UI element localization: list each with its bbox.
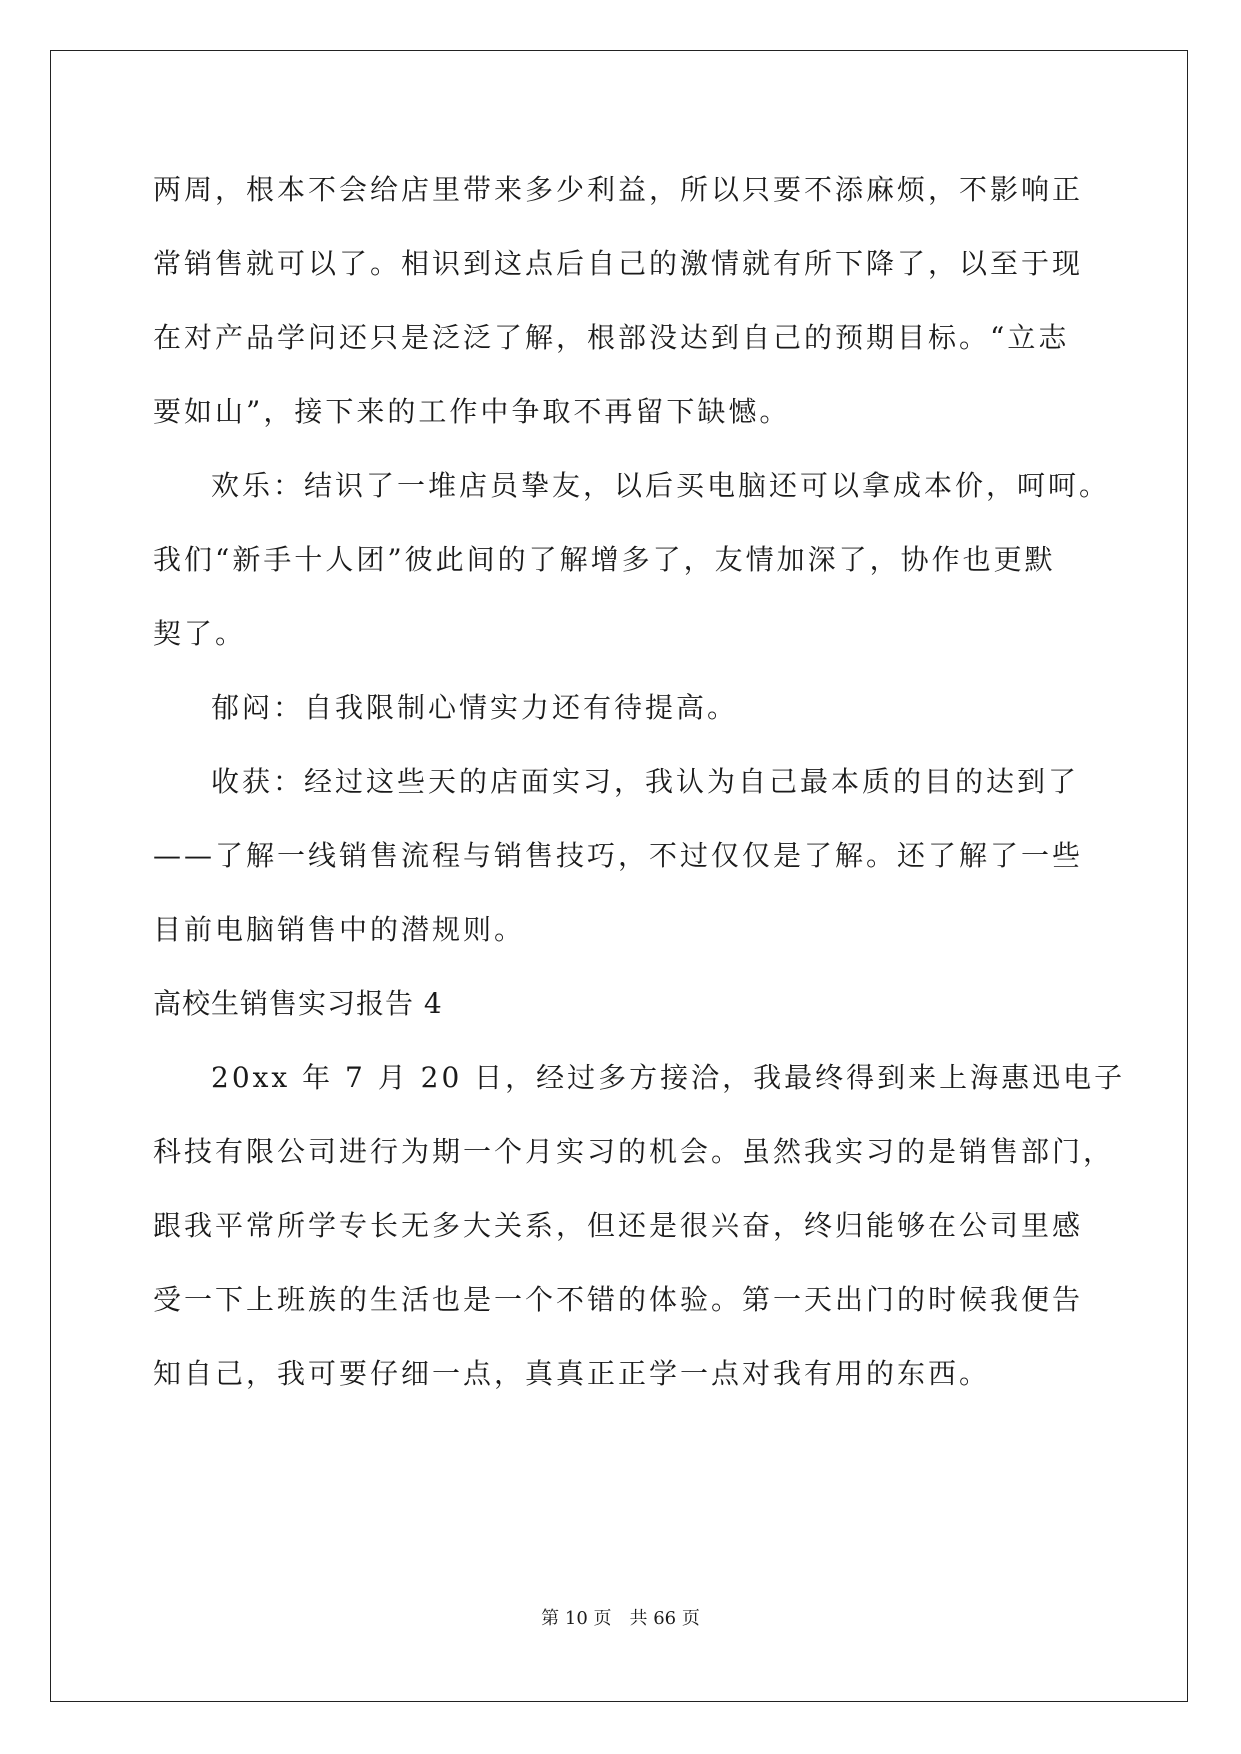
paragraph-line: 20xx 年 7 月 20 日，经过多方接洽，我最终得到来上海惠迅电子 (211, 1061, 1126, 1094)
paragraph-line: 我们“新手十人团”彼此间的了解增多了，友情加深了，协作也更默 (153, 543, 1056, 576)
paragraph-line: 郁闷：自我限制心情实力还有待提高。 (211, 691, 739, 724)
page-number: 第 10 页 (541, 1608, 612, 1629)
paragraph-line: 收获：经过这些天的店面实习，我认为自己最本质的目的达到了 (211, 765, 1080, 798)
paragraph-line: 欢乐：结识了一堆店员挚友，以后买电脑还可以拿成本价，呵呵。 (211, 469, 1111, 502)
paragraph-line: 科技有限公司进行为期一个月实习的机会。虽然我实习的是销售部门， (153, 1135, 1115, 1168)
paragraph-line: 两周，根本不会给店里带来多少利益，所以只要不添麻烦，不影响正 (153, 173, 1084, 206)
paragraph-line: 知自己，我可要仔细一点，真真正正学一点对我有用的东西。 (153, 1357, 991, 1390)
paragraph-line: 目前电脑销售中的潜规则。 (153, 913, 526, 946)
page-border (50, 50, 1188, 1702)
paragraph-line: 跟我平常所学专长无多大关系，但还是很兴奋，终归能够在公司里感 (153, 1209, 1084, 1242)
paragraph-line: 常销售就可以了。相识到这点后自己的激情就有所下降了，以至于现 (153, 247, 1084, 280)
paragraph-line: ——了解一线销售流程与销售技巧，不过仅仅是了解。还了解了一些 (153, 839, 1084, 872)
page-footer (0, 1607, 1241, 1631)
page-total: 共 66 页 (629, 1608, 700, 1629)
paragraph-line: 契了。 (153, 617, 247, 650)
section-heading: 高校生销售实习报告 4 (153, 987, 443, 1020)
paragraph-line: 受一下上班族的生活也是一个不错的体验。第一天出门的时候我便告 (153, 1283, 1084, 1316)
paragraph-line: 在对产品学问还只是泛泛了解，根部没达到自己的预期目标。“立志 (153, 321, 1070, 354)
paragraph-line: 要如山”，接下来的工作中争取不再留下缺憾。 (153, 395, 791, 428)
